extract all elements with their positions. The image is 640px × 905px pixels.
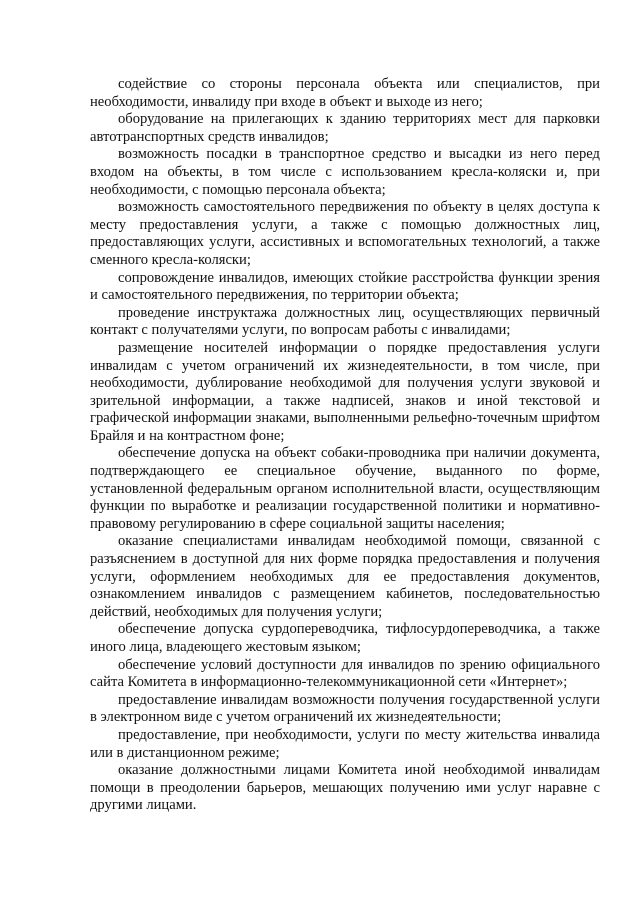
paragraph-8: обеспечение допуска на объект собаки-проводника при наличии документа, подтверждающего ее специальное обучение, выданного по форме, установленной федеральным органом исполнительной власти, осуществляющим функции по выработке и реализации государственной политики и нормативно-правовому регулированию в сфере социальной защиты населения; (90, 445, 600, 532)
paragraph-13: предоставление, при необходимости, услуги по месту жительства инвалида или в дистанционном режиме; (90, 726, 600, 761)
paragraph-3: возможность посадки в транспортное средство и высадки из него перед входом на объекты, в том числе с использованием кресла-коляски и, при необходимости, с помощью персонала объекта; (90, 146, 600, 198)
paragraph-6: проведение инструктажа должностных лиц, осуществляющих первичный контакт с получателями услуги, по вопросам работы с инвалидами; (90, 304, 600, 339)
paragraph-7: размещение носителей информации о порядке предоставления услуги инвалидам с учетом ограничений их жизнедеятельности, в том числе, при необходимости, дублирование необходимой для получения услуги звуковой и зрительной информации, а также надписей, знаков и иной текстовой и графической информации знаками, выполненными рельефно-точечным шрифтом Брайля и на контрастном фоне; (90, 339, 600, 444)
paragraph-12: предоставление инвалидам возможности получения государственной услуги в электронном виде с учетом ограничений их жизнедеятельности; (90, 691, 600, 726)
document-body (90, 76, 600, 815)
paragraph-2: оборудование на прилегающих к зданию территориях мест для парковки автотранспортных средств инвалидов; (90, 111, 600, 145)
paragraph-10: обеспечение допуска сурдопереводчика, тифлосурдопереводчика, а также иного лица, владеющего жестовым языком; (90, 621, 600, 655)
paragraph-11: обеспечение условий доступности для инвалидов по зрению официального сайта Комитета в информационно-телекоммуникационной сети «Интернет»; (90, 656, 600, 691)
paragraph-1: содействие со стороны персонала объекта или специалистов, при необходимости, инвалиду при входе в объект и выходе из него; (90, 76, 600, 110)
paragraph-9: оказание специалистами инвалидам необходимой помощи, связанной с разъяснением в доступной для них форме порядка предоставления и получения услуги, оформлением необходимых для ее предоставления документов, ознакомлением инвалидов с размещением кабинетов, последовательностью действий, необходимых для получения услуги; (90, 533, 600, 620)
paragraph-14: оказание должностными лицами Комитета иной необходимой инвалидам помощи в преодолении барьеров, мешающих получению ими услуг наравне с другими лицами. (90, 762, 600, 814)
paragraph-5: сопровождение инвалидов, имеющих стойкие расстройства функции зрения и самостоятельного передвижения, по территории объекта; (90, 269, 600, 304)
paragraph-4: возможность самостоятельного передвижения по объекту в целях доступа к месту предоставления услуги, а также с помощью должностных лиц, предоставляющих услуги, ассистивных и вспомогательных технологий, а также сменного кресла-коляски; (90, 199, 600, 268)
